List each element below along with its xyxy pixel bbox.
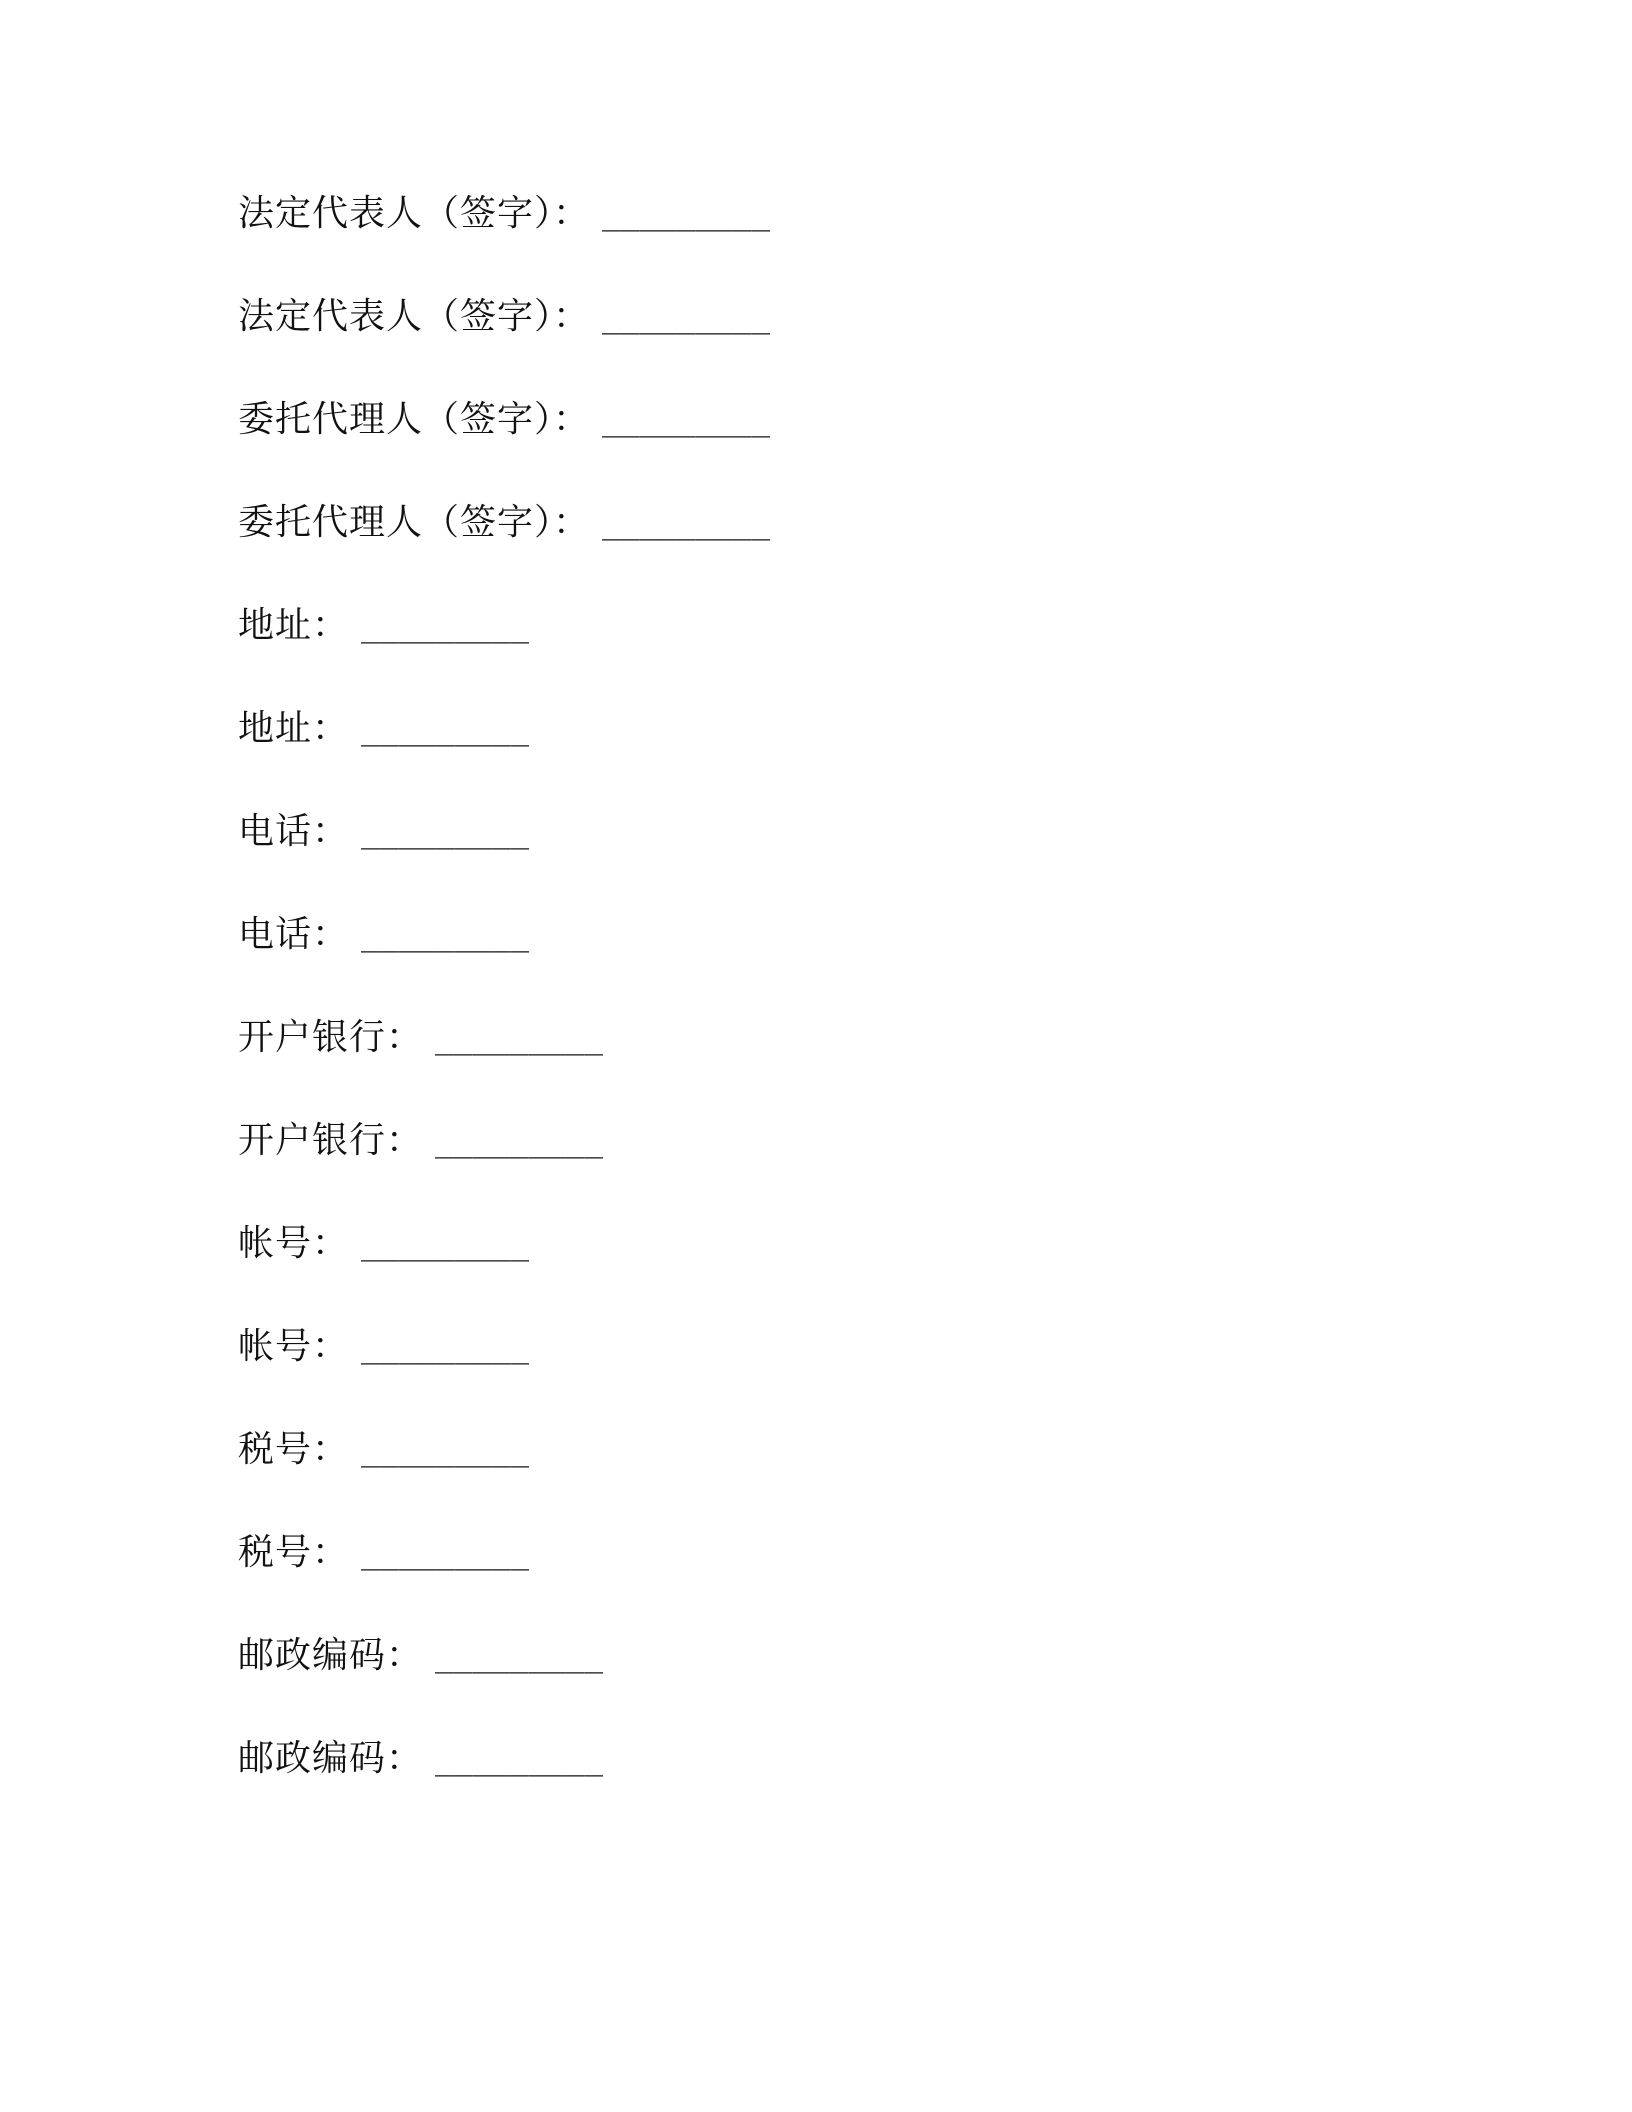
field-label: 开户银行： [238,1120,424,1161]
field-label: 帐号： [238,1223,350,1264]
blank-line: _________ [361,1329,529,1365]
legal-representative-signature-row-1 [238,188,1338,291]
field-label: 税号： [238,1429,350,1470]
phone-row-1 [238,806,1338,909]
field-label: 法定代表人（签字）： [238,296,591,337]
field-label: 委托代理人（签字）： [238,399,591,440]
legal-representative-signature-row-2 [238,291,1338,394]
blank-line: _________ [361,608,529,644]
blank-line: _________ [361,711,529,747]
address-row-1 [238,600,1338,703]
postal-code-row-2 [238,1733,1338,1836]
blank-line: _________ [602,505,770,541]
blank-line: _________ [602,299,770,335]
field-label: 邮政编码： [238,1635,424,1676]
blank-line: _________ [435,1123,603,1159]
bank-row-2 [238,1115,1338,1218]
blank-line: _________ [435,1020,603,1056]
blank-line: _________ [361,1535,529,1571]
field-label: 帐号： [238,1326,350,1367]
field-label: 电话： [238,811,350,852]
blank-line: _________ [361,917,529,953]
blank-line: _________ [602,402,770,438]
blank-line: _________ [361,1432,529,1468]
blank-line: _________ [602,196,770,232]
field-label: 开户银行： [238,1017,424,1058]
blank-line: _________ [435,1741,603,1777]
blank-line: _________ [361,1226,529,1262]
tax-id-row-2 [238,1527,1338,1630]
blank-line: _________ [361,814,529,850]
postal-code-row-1 [238,1630,1338,1733]
field-label: 地址： [238,708,350,749]
field-label: 税号： [238,1532,350,1573]
account-row-2 [238,1321,1338,1424]
field-label: 地址： [238,605,350,646]
field-label: 邮政编码： [238,1738,424,1779]
signature-field-list [238,188,1338,1836]
account-row-1 [238,1218,1338,1321]
bank-row-1 [238,1012,1338,1115]
tax-id-row-1 [238,1424,1338,1527]
agent-signature-row-1 [238,394,1338,497]
blank-line: _________ [435,1638,603,1674]
field-label: 委托代理人（签字）： [238,502,591,543]
field-label: 法定代表人（签字）： [238,193,591,234]
address-row-2 [238,703,1338,806]
agent-signature-row-2 [238,497,1338,600]
phone-row-2 [238,909,1338,1012]
field-label: 电话： [238,914,350,955]
